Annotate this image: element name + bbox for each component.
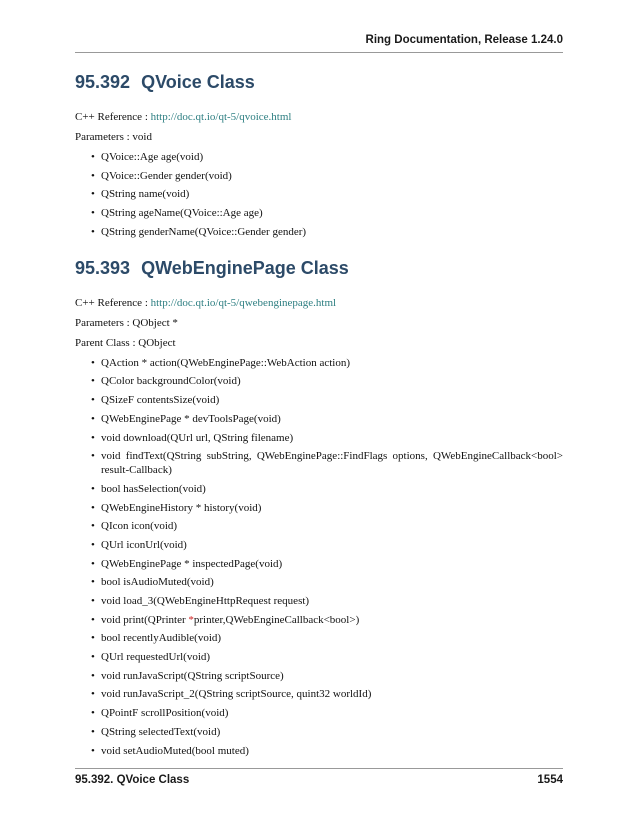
method-item: • bool recentlyAudible(void) (91, 631, 563, 645)
method-list (75, 356, 563, 758)
section-number: 95.392 (75, 72, 131, 92)
method-text: void print(QPrinter (101, 613, 189, 626)
page-number: 1554 (537, 774, 563, 786)
method-item: • QUrl iconUrl(void) (91, 538, 563, 552)
page-content (75, 70, 563, 762)
method-item: • QSizeF contentsSize(void) (91, 393, 563, 407)
method-item (91, 613, 563, 627)
method-item: • QWebEngineHistory * history(void) (91, 501, 563, 515)
parent-class-line: Parent Class : QObject (75, 336, 176, 349)
parameters-line: Parameters : void (75, 131, 152, 143)
highlighted-asterisk: * (188, 613, 194, 626)
section-title: QWebEnginePage Class (141, 257, 349, 278)
method-item: • QString genderName(QVoice::Gender gender) (91, 225, 563, 239)
method-list (75, 150, 563, 239)
cpp-reference-label: C++ Reference : (75, 111, 148, 123)
method-item: • void findText(QString subString, QWebEnginePage::FindFlags options, QWebEngineCallback<bool> result-Callback) (91, 449, 563, 477)
method-item: • QPointF scrollPosition(void) (91, 706, 563, 720)
section-heading (75, 256, 563, 280)
method-item: • QWebEnginePage * inspectedPage(void) (91, 557, 563, 571)
method-item: • void runJavaScript_2(QString scriptSource, quint32 worldId) (91, 687, 563, 701)
method-item: • void setAudioMuted(bool muted) (91, 744, 563, 758)
parameters-line: Parameters : QObject * (75, 316, 178, 329)
method-item: • void download(QUrl url, QString filename) (91, 431, 563, 445)
cpp-reference-link[interactable]: http://doc.qt.io/qt-5/qvoice.html (150, 111, 292, 123)
method-item: • QColor backgroundColor(void) (91, 374, 563, 388)
cpp-reference-line (75, 110, 563, 124)
section-title: QVoice Class (141, 72, 255, 92)
section-qvoice (75, 70, 563, 239)
method-item: • QVoice::Gender gender(void) (91, 169, 563, 183)
method-item: • QAction * action(QWebEnginePage::WebAction action) (91, 356, 563, 370)
document-title: Ring Documentation, Release 1.24.0 (365, 34, 563, 46)
section-qwebenginepage (75, 256, 563, 758)
page-footer (75, 768, 563, 786)
cpp-reference-line (75, 296, 563, 310)
method-item: • QWebEnginePage * devToolsPage(void) (91, 412, 563, 426)
method-item: • QUrl requestedUrl(void) (91, 650, 563, 664)
method-item: • bool isAudioMuted(void) (91, 575, 563, 589)
method-item: • void load_3(QWebEngineHttpRequest request) (91, 594, 563, 608)
method-item: • QString selectedText(void) (91, 725, 563, 739)
method-item: • QString ageName(QVoice::Age age) (91, 206, 563, 220)
method-item: • QString name(void) (91, 187, 563, 201)
footer-section-label: 95.392. QVoice Class (75, 774, 190, 786)
section-heading (75, 70, 563, 94)
method-item: • void runJavaScript(QString scriptSource) (91, 669, 563, 683)
method-text: printer,QWebEngineCallback<bool>) (193, 613, 360, 626)
page-header (75, 34, 563, 53)
cpp-reference-link[interactable]: http://doc.qt.io/qt-5/qwebenginepage.html (150, 296, 337, 309)
method-item: • QIcon icon(void) (91, 519, 563, 533)
method-item: • bool hasSelection(void) (91, 482, 563, 496)
section-number: 95.393 (75, 257, 131, 278)
cpp-reference-label: C++ Reference : (75, 296, 148, 309)
method-item: • QVoice::Age age(void) (91, 150, 563, 164)
